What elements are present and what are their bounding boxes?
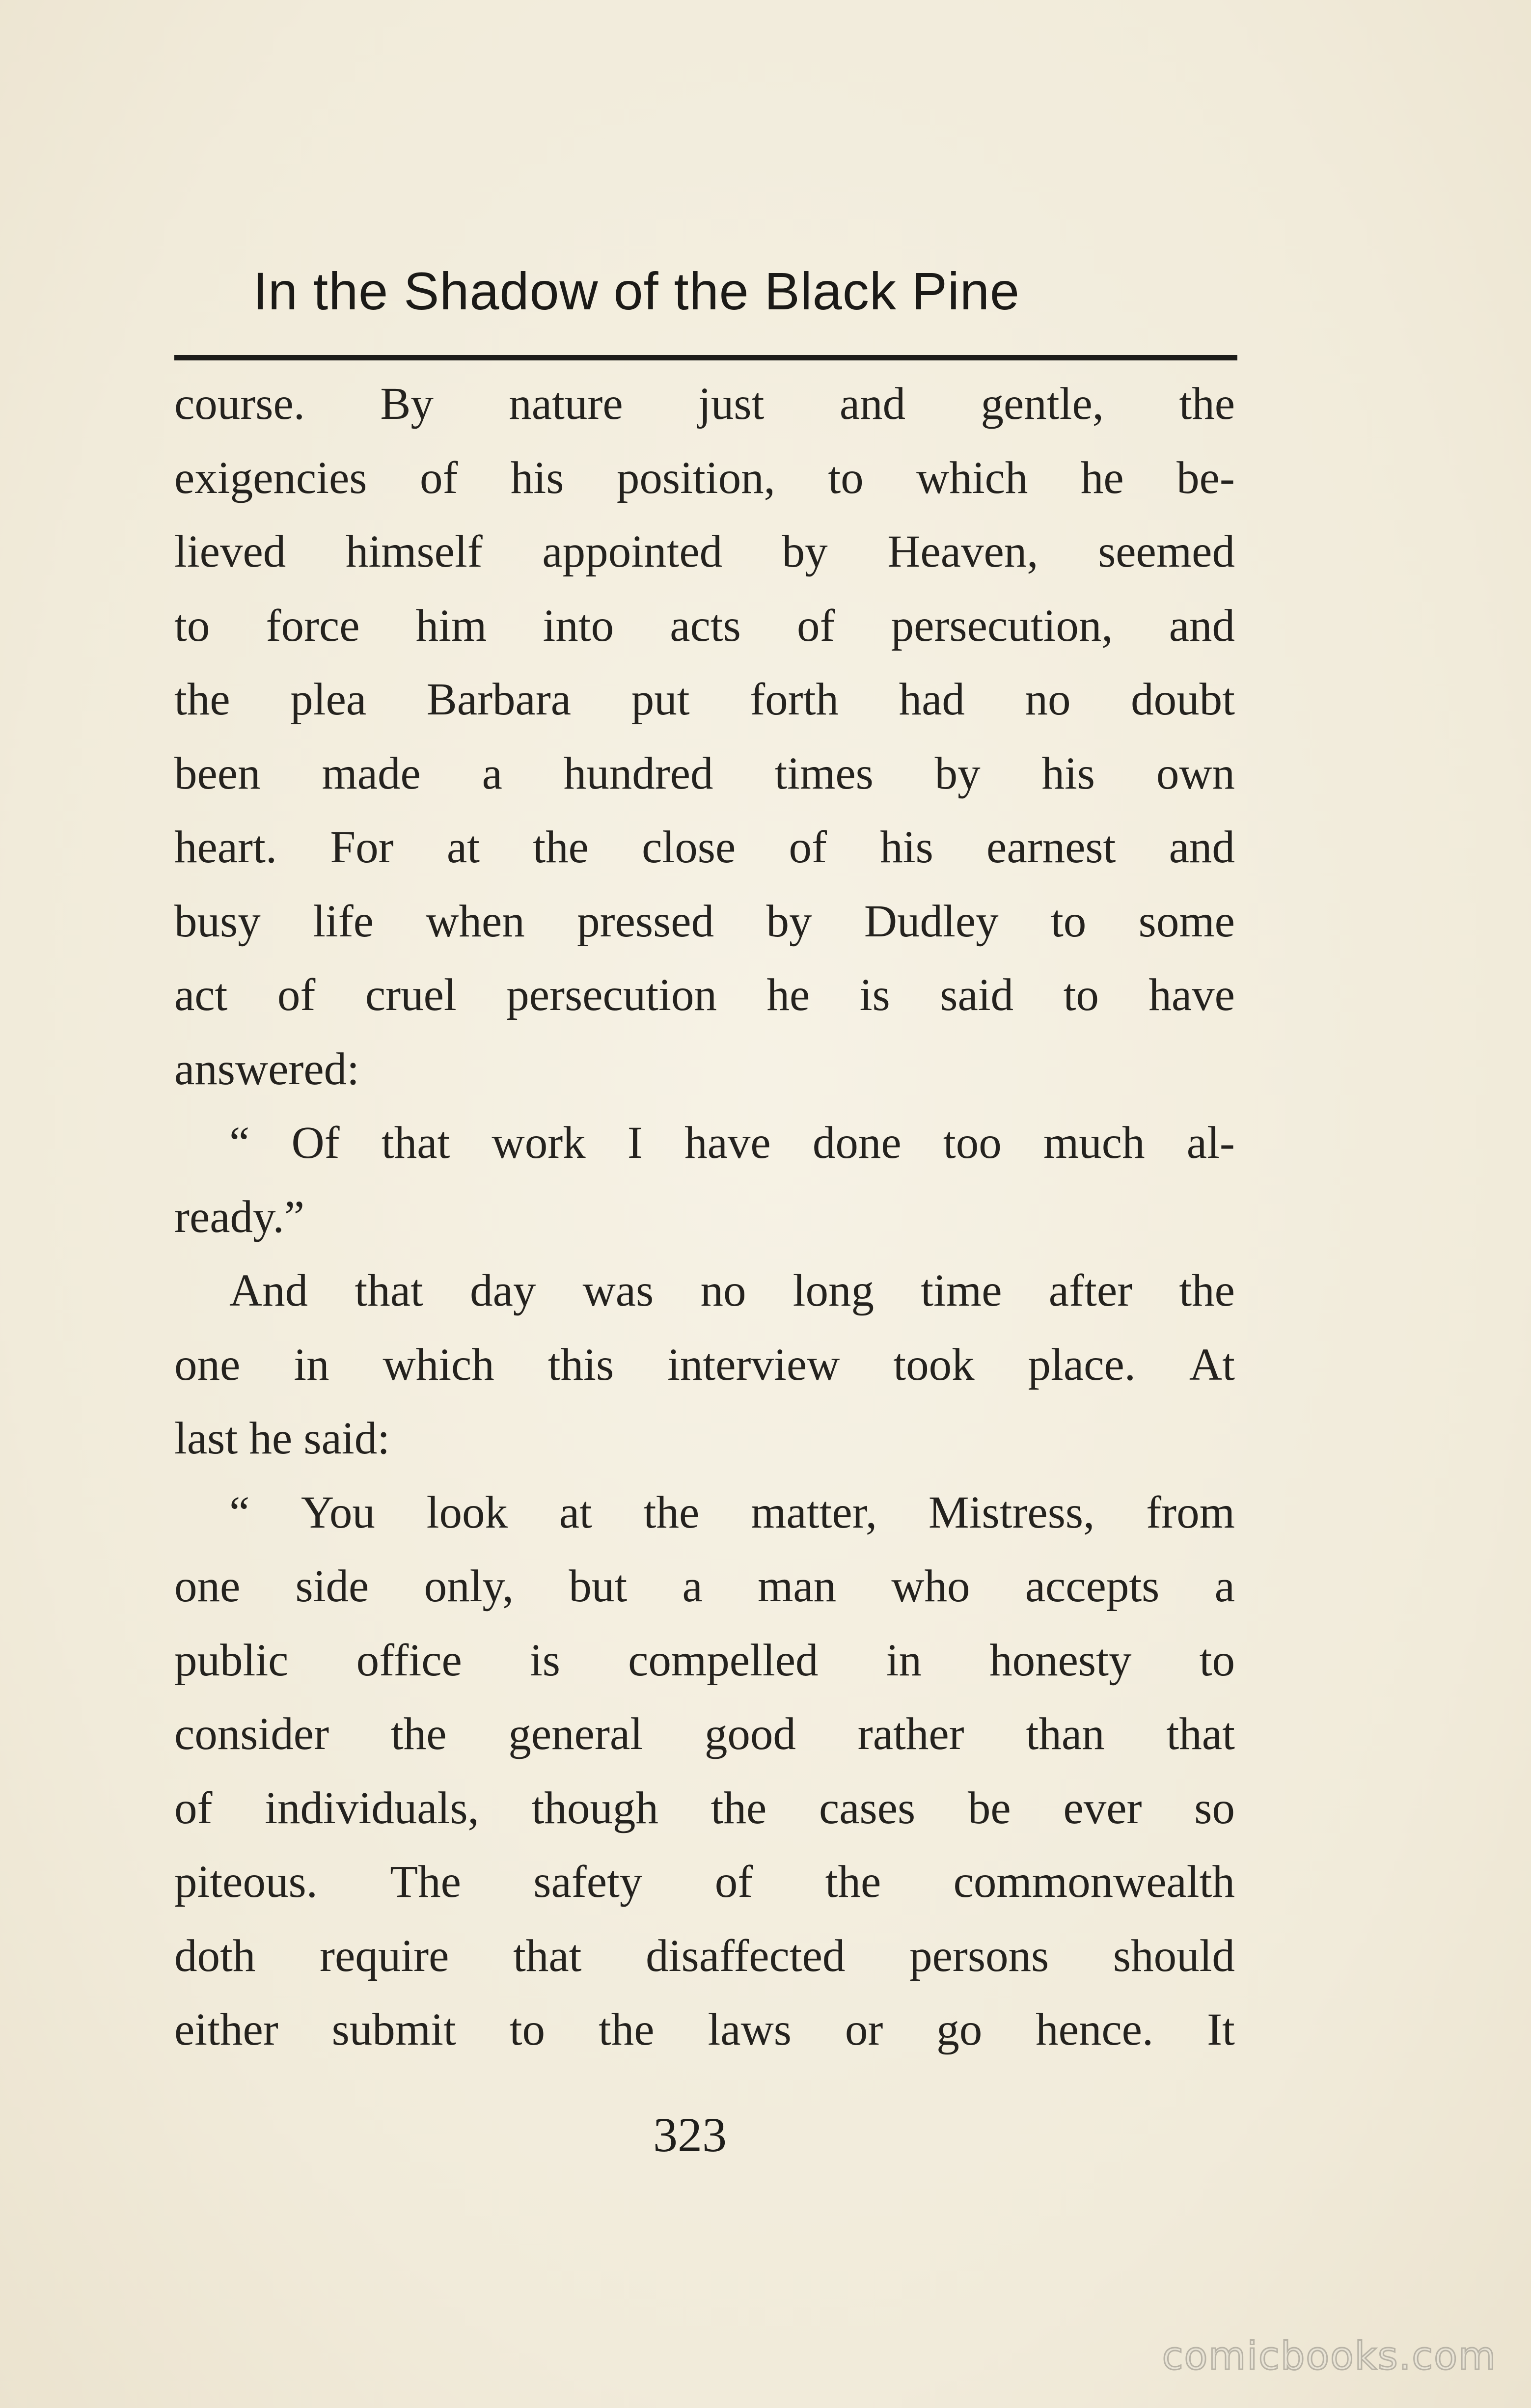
text-line <box>174 1919 1235 1994</box>
word: but <box>569 1561 628 1612</box>
word: the <box>390 1709 447 1759</box>
word: that <box>513 1930 582 1981</box>
word: interview <box>667 1339 840 1390</box>
word: Barbara <box>426 674 572 725</box>
word: by <box>934 748 981 799</box>
word: For <box>330 822 394 873</box>
word: said <box>940 970 1014 1020</box>
word: is <box>529 1635 560 1686</box>
word: at <box>446 822 480 873</box>
word: into <box>543 600 614 651</box>
word: that <box>381 1118 450 1168</box>
word: made <box>322 748 421 799</box>
word: took <box>893 1339 975 1390</box>
word: doth <box>174 1930 256 1981</box>
word: of <box>419 452 458 503</box>
word: By <box>380 379 434 429</box>
word: busy <box>174 896 261 947</box>
word: seemed <box>1098 526 1235 577</box>
word: his <box>880 822 933 873</box>
word: from <box>1146 1487 1235 1538</box>
word: to <box>1199 1635 1235 1686</box>
word: have <box>1148 970 1235 1020</box>
word: commonwealth <box>953 1857 1235 1907</box>
body-text <box>174 367 1235 2067</box>
watermark: comicbooks.com <box>1162 2334 1497 2379</box>
word: this <box>547 1339 614 1390</box>
word: and <box>1169 600 1235 651</box>
word: place. <box>1028 1339 1136 1390</box>
word: which <box>383 1339 494 1390</box>
word: close <box>642 822 736 873</box>
word: life <box>313 896 374 947</box>
word: is <box>859 970 890 1020</box>
word: gentle, <box>981 379 1104 429</box>
word: doubt <box>1131 674 1235 725</box>
word: the <box>711 1782 767 1833</box>
word: to <box>174 600 210 651</box>
word: piteous. <box>174 1857 318 1907</box>
text-line <box>174 1845 1235 1919</box>
word: disaffected <box>646 1930 846 1981</box>
word: appointed <box>542 526 723 577</box>
text-line <box>174 663 1235 737</box>
word: so <box>1194 1782 1235 1833</box>
word: him <box>415 600 487 651</box>
word: earnest <box>986 822 1116 873</box>
word: require <box>320 1930 449 1981</box>
word: and <box>839 379 906 429</box>
word: You <box>301 1487 375 1538</box>
word: persecution <box>506 970 717 1020</box>
text-line <box>174 885 1235 959</box>
word: laws <box>708 2004 792 2055</box>
line-text: last he said: <box>174 1413 390 1464</box>
word: after <box>1048 1265 1133 1316</box>
word: he <box>1080 452 1124 503</box>
word: “ <box>229 1487 250 1538</box>
word: rather <box>857 1709 964 1759</box>
word: a <box>682 1561 703 1612</box>
word: no <box>700 1265 746 1316</box>
word: the <box>1179 1265 1235 1316</box>
word: al- <box>1186 1118 1235 1168</box>
text-line <box>174 589 1235 663</box>
word: too <box>943 1118 1002 1168</box>
word: the <box>643 1487 700 1538</box>
text-line <box>174 367 1235 441</box>
word: than <box>1026 1709 1105 1759</box>
word: be- <box>1176 452 1235 503</box>
word: safety <box>533 1857 643 1907</box>
word: compelled <box>628 1635 819 1686</box>
word: just <box>698 379 765 429</box>
page-number: 323 <box>653 2107 727 2162</box>
line-text: answered: <box>174 1043 359 1095</box>
word: be <box>967 1782 1011 1833</box>
word: to <box>828 452 864 503</box>
text-line <box>174 811 1235 885</box>
line-text: ready.” <box>174 1191 305 1242</box>
word: hundred <box>563 748 713 799</box>
word: when <box>426 896 525 947</box>
word: public <box>174 1635 289 1686</box>
word: of <box>277 970 316 1020</box>
word: either <box>174 2004 278 2055</box>
word: the <box>1179 379 1235 429</box>
word: who <box>891 1561 970 1612</box>
word: exigencies <box>174 452 367 503</box>
word: that <box>355 1265 423 1316</box>
word: though <box>531 1782 658 1833</box>
word: cruel <box>365 970 457 1020</box>
word: Dudley <box>864 896 999 947</box>
word: matter, <box>751 1487 877 1538</box>
word: done <box>812 1118 902 1168</box>
word: had <box>899 674 965 725</box>
word: himself <box>345 526 483 577</box>
word: hence. <box>1036 2004 1154 2055</box>
word: position, <box>616 452 775 503</box>
word: a <box>1214 1561 1235 1612</box>
text-line <box>174 1106 1235 1180</box>
word: the <box>533 822 589 873</box>
word: that <box>1166 1709 1235 1759</box>
text-line <box>174 1402 1235 1476</box>
word: forth <box>750 674 839 725</box>
word: one <box>174 1561 241 1612</box>
word: At <box>1189 1339 1235 1390</box>
text-line <box>174 1033 1235 1107</box>
word: office <box>356 1635 462 1686</box>
text-line <box>174 1624 1235 1698</box>
word: work <box>492 1118 586 1168</box>
word: nature <box>509 379 623 429</box>
word: of <box>714 1857 753 1907</box>
word: his <box>1041 748 1095 799</box>
header-rule <box>174 355 1237 360</box>
text-line <box>174 515 1235 589</box>
word: consider <box>174 1709 329 1759</box>
word: to <box>1063 970 1099 1020</box>
word: acts <box>670 600 741 651</box>
word: Mistress, <box>928 1487 1095 1538</box>
word: by <box>766 896 812 947</box>
word: “ <box>229 1118 250 1168</box>
word: lieved <box>174 526 286 577</box>
word: put <box>631 674 690 725</box>
word: his <box>510 452 564 503</box>
word: cases <box>819 1782 916 1833</box>
word: the <box>598 2004 655 2055</box>
word: to <box>1050 896 1087 947</box>
text-line <box>174 1550 1235 1624</box>
text-line <box>174 737 1235 811</box>
word: much <box>1043 1118 1145 1168</box>
word: It <box>1207 2004 1235 2055</box>
word: act <box>174 970 228 1020</box>
word: of <box>789 822 827 873</box>
word: been <box>174 748 261 799</box>
word: honesty <box>989 1635 1132 1686</box>
text-line <box>174 1697 1235 1772</box>
word: Of <box>291 1118 340 1168</box>
word: look <box>426 1487 508 1538</box>
word: and <box>1169 822 1235 873</box>
word: he <box>766 970 810 1020</box>
word: have <box>684 1118 771 1168</box>
word: was <box>582 1265 654 1316</box>
text-line <box>174 1476 1235 1550</box>
text-line <box>174 1180 1235 1255</box>
word: should <box>1113 1930 1235 1981</box>
word: or <box>845 2004 883 2055</box>
word: in <box>886 1635 922 1686</box>
word: the <box>825 1857 881 1907</box>
word: the <box>174 674 230 725</box>
word: plea <box>290 674 367 725</box>
word: side <box>295 1561 369 1612</box>
text-line <box>174 1328 1235 1402</box>
word: of <box>797 600 835 651</box>
word: I <box>627 1118 643 1168</box>
word: Heaven, <box>887 526 1039 577</box>
word: general <box>508 1709 643 1759</box>
word: a <box>482 748 502 799</box>
word: some <box>1138 896 1235 947</box>
word: force <box>266 600 360 651</box>
word: individuals, <box>265 1782 479 1833</box>
word: at <box>559 1487 592 1538</box>
word: to <box>509 2004 546 2055</box>
text-line <box>174 1772 1235 1846</box>
word: accepts <box>1025 1561 1160 1612</box>
text-line <box>174 441 1235 516</box>
word: in <box>294 1339 329 1390</box>
word: course. <box>174 379 305 429</box>
word: by <box>782 526 828 577</box>
text-line <box>174 1993 1235 2067</box>
word: pressed <box>577 896 714 947</box>
word: no <box>1025 674 1071 725</box>
word: heart. <box>174 822 277 873</box>
word: long <box>793 1265 874 1316</box>
text-line <box>174 1254 1235 1328</box>
word: And <box>229 1265 308 1316</box>
word: only, <box>424 1561 514 1612</box>
word: of <box>174 1782 213 1833</box>
running-head: In the Shadow of the Black Pine <box>253 261 1020 321</box>
word: times <box>774 748 874 799</box>
word: go <box>936 2004 983 2055</box>
word: persons <box>909 1930 1049 1981</box>
word: own <box>1156 748 1235 799</box>
word: good <box>704 1709 796 1759</box>
word: submit <box>331 2004 456 2055</box>
word: day <box>470 1265 536 1316</box>
word: man <box>757 1561 837 1612</box>
word: persecution, <box>891 600 1113 651</box>
word: ever <box>1063 1782 1142 1833</box>
word: one <box>174 1339 241 1390</box>
text-line <box>174 958 1235 1033</box>
word: The <box>390 1857 461 1907</box>
word: which <box>916 452 1028 503</box>
word: time <box>921 1265 1002 1316</box>
